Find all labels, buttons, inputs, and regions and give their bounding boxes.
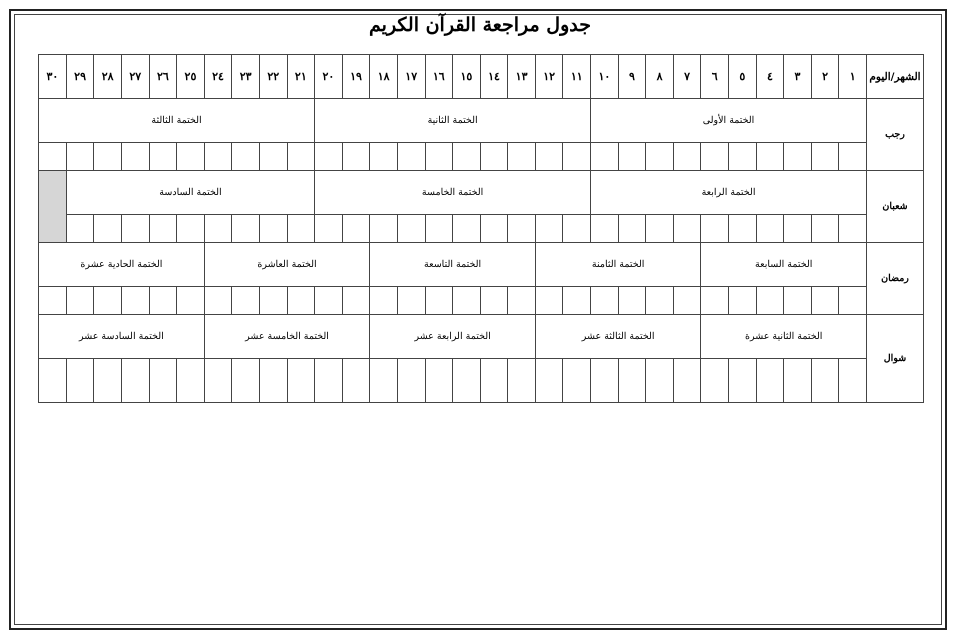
day-checkbox-cell[interactable] (397, 287, 425, 315)
day-header: ٢٩ (66, 55, 94, 99)
day-header: ١٧ (397, 55, 425, 99)
khatma-label: الختمة السادسة عشر (39, 315, 205, 359)
day-checkbox-cell[interactable] (535, 143, 563, 171)
day-header: ١٩ (342, 55, 370, 99)
day-checkbox-cell[interactable] (66, 215, 94, 243)
day-checkbox-cell[interactable] (756, 215, 784, 243)
day-checkbox-cell[interactable] (287, 215, 315, 243)
day-header: ٣ (784, 55, 812, 99)
day-checkbox-cell[interactable] (204, 359, 232, 403)
day-header: ٥ (729, 55, 757, 99)
day-checkbox-cell[interactable] (756, 143, 784, 171)
day-checkbox-cell[interactable] (729, 215, 757, 243)
day-checkbox-cell[interactable] (425, 215, 453, 243)
day-checkbox-cell[interactable] (121, 215, 149, 243)
day-header: ٢٨ (94, 55, 122, 99)
day-checkbox-cell[interactable] (370, 143, 398, 171)
day-checkbox-cell[interactable] (315, 287, 343, 315)
day-checkbox-cell[interactable] (701, 287, 729, 315)
day-checkbox-cell[interactable] (121, 143, 149, 171)
day-header: ١٥ (453, 55, 481, 99)
day-checkbox-cell[interactable] (729, 359, 757, 403)
day-checkbox-cell[interactable] (425, 287, 453, 315)
khatma-label: الختمة الثالثة (39, 99, 315, 143)
day-header: ١٠ (591, 55, 619, 99)
month-name: رجب (867, 99, 924, 171)
day-header: ٢ (811, 55, 839, 99)
day-cells-row (39, 215, 924, 243)
day-header: ٣٠ (39, 55, 67, 99)
day-checkbox-cell[interactable] (480, 287, 508, 315)
day-checkbox-cell[interactable] (342, 359, 370, 403)
day-checkbox-cell[interactable] (39, 359, 67, 403)
day-checkbox-cell[interactable] (535, 287, 563, 315)
day-checkbox-cell[interactable] (508, 143, 536, 171)
day-checkbox-cell[interactable] (315, 359, 343, 403)
khatma-label: الختمة الرابعة عشر (370, 315, 536, 359)
day-checkbox-cell[interactable] (535, 359, 563, 403)
day-checkbox-cell[interactable] (370, 215, 398, 243)
day-header: ١٢ (535, 55, 563, 99)
khatma-label: الختمة الثانية عشرة (701, 315, 867, 359)
day-checkbox-cell[interactable] (618, 287, 646, 315)
day-checkbox-cell[interactable] (646, 143, 674, 171)
month-name: رمضان (867, 243, 924, 315)
day-checkbox-cell[interactable] (232, 287, 260, 315)
day-checkbox-cell[interactable] (591, 215, 619, 243)
khatma-label: الختمة الرابعة (591, 171, 867, 215)
day-checkbox-cell[interactable] (204, 287, 232, 315)
day-checkbox-cell[interactable] (370, 359, 398, 403)
day-header: ٢٤ (204, 55, 232, 99)
day-checkbox-cell[interactable] (149, 215, 177, 243)
khatma-row (39, 243, 924, 287)
day-header: ٩ (618, 55, 646, 99)
day-checkbox-cell[interactable] (701, 143, 729, 171)
day-checkbox-cell[interactable] (425, 359, 453, 403)
day-header: ٨ (646, 55, 674, 99)
day-checkbox-cell[interactable] (177, 215, 205, 243)
day-header: ١٤ (480, 55, 508, 99)
day-checkbox-cell[interactable] (563, 215, 591, 243)
day-header: ٤ (756, 55, 784, 99)
day-checkbox-cell[interactable] (839, 359, 867, 403)
day-checkbox-cell[interactable] (646, 215, 674, 243)
day-header: ٦ (701, 55, 729, 99)
khatma-label: الختمة العاشرة (204, 243, 370, 287)
day-checkbox-cell[interactable] (121, 287, 149, 315)
day-checkbox-cell[interactable] (701, 359, 729, 403)
day-checkbox-cell[interactable] (618, 215, 646, 243)
day-checkbox-cell[interactable] (177, 359, 205, 403)
day-checkbox-cell[interactable] (618, 143, 646, 171)
day-checkbox-cell[interactable] (508, 287, 536, 315)
day-checkbox-cell[interactable] (673, 359, 701, 403)
day-checkbox-cell[interactable] (453, 287, 481, 315)
day-checkbox-cell[interactable] (121, 359, 149, 403)
day-header: ٢٠ (315, 55, 343, 99)
day-checkbox-cell[interactable] (259, 215, 287, 243)
day-checkbox-cell[interactable] (453, 359, 481, 403)
day-checkbox-cell[interactable] (591, 359, 619, 403)
day-header: ٢٣ (232, 55, 260, 99)
day-checkbox-cell[interactable] (480, 359, 508, 403)
day-checkbox-cell[interactable] (591, 143, 619, 171)
day-checkbox-cell[interactable] (591, 287, 619, 315)
day-checkbox-cell[interactable] (784, 359, 812, 403)
day-checkbox-cell[interactable] (756, 359, 784, 403)
day-checkbox-cell[interactable] (673, 287, 701, 315)
day-checkbox-cell[interactable] (453, 215, 481, 243)
day-checkbox-cell[interactable] (287, 359, 315, 403)
khatma-label: الختمة الخامسة عشر (204, 315, 370, 359)
day-checkbox-cell[interactable] (259, 287, 287, 315)
day-cells-row (39, 287, 924, 315)
day-checkbox-cell[interactable] (204, 143, 232, 171)
khatma-label: الختمة الخامسة (315, 171, 591, 215)
day-checkbox-cell[interactable] (204, 215, 232, 243)
day-header: ٢٢ (259, 55, 287, 99)
day-checkbox-cell[interactable] (66, 359, 94, 403)
day-header: ٢٦ (149, 55, 177, 99)
khatma-row (39, 99, 924, 143)
khatma-label: الختمة التاسعة (370, 243, 536, 287)
day-checkbox-cell[interactable] (342, 143, 370, 171)
review-schedule-table (38, 54, 924, 403)
day-checkbox-cell[interactable] (177, 287, 205, 315)
day-checkbox-cell[interactable] (232, 359, 260, 403)
day-checkbox-cell[interactable] (315, 143, 343, 171)
day-header: ٢١ (287, 55, 315, 99)
month-day-header: الشهر/اليوم (867, 55, 924, 99)
day-checkbox-cell[interactable] (563, 359, 591, 403)
day-checkbox-cell[interactable] (342, 287, 370, 315)
day-checkbox-cell[interactable] (177, 143, 205, 171)
day-checkbox-cell[interactable] (149, 359, 177, 403)
day-checkbox-cell[interactable] (508, 215, 536, 243)
day-checkbox-cell[interactable] (563, 287, 591, 315)
day-header: ١٣ (508, 55, 536, 99)
day-checkbox-cell[interactable] (287, 287, 315, 315)
day-checkbox-cell[interactable] (66, 143, 94, 171)
day-checkbox-cell[interactable] (149, 143, 177, 171)
day-checkbox-cell[interactable] (618, 359, 646, 403)
day-checkbox-cell[interactable] (701, 215, 729, 243)
day-checkbox-cell[interactable] (259, 143, 287, 171)
shaded-cell (39, 171, 67, 243)
day-checkbox-cell[interactable] (811, 143, 839, 171)
day-checkbox-cell[interactable] (756, 287, 784, 315)
day-checkbox-cell[interactable] (287, 143, 315, 171)
khatma-label: الختمة الثامنة (535, 243, 701, 287)
day-checkbox-cell[interactable] (535, 215, 563, 243)
day-checkbox-cell[interactable] (784, 287, 812, 315)
day-checkbox-cell[interactable] (397, 359, 425, 403)
day-checkbox-cell[interactable] (480, 215, 508, 243)
day-checkbox-cell[interactable] (646, 287, 674, 315)
day-checkbox-cell[interactable] (673, 143, 701, 171)
day-header: ٧ (673, 55, 701, 99)
day-checkbox-cell[interactable] (39, 143, 67, 171)
day-checkbox-cell[interactable] (563, 143, 591, 171)
day-checkbox-cell[interactable] (729, 287, 757, 315)
month-name: شوال (867, 315, 924, 403)
day-checkbox-cell[interactable] (94, 215, 122, 243)
day-checkbox-cell[interactable] (784, 215, 812, 243)
day-checkbox-cell[interactable] (811, 359, 839, 403)
day-checkbox-cell[interactable] (94, 143, 122, 171)
day-checkbox-cell[interactable] (839, 143, 867, 171)
day-checkbox-cell[interactable] (94, 359, 122, 403)
day-checkbox-cell[interactable] (811, 287, 839, 315)
day-checkbox-cell[interactable] (811, 215, 839, 243)
day-checkbox-cell[interactable] (508, 359, 536, 403)
page-title: جدول مراجعة القرآن الكريم (369, 14, 591, 36)
day-checkbox-cell[interactable] (425, 143, 453, 171)
day-header: ٢٥ (177, 55, 205, 99)
khatma-label: الختمة الثالثة عشر (535, 315, 701, 359)
day-checkbox-cell[interactable] (673, 215, 701, 243)
day-header: ٢٧ (121, 55, 149, 99)
day-checkbox-cell[interactable] (39, 287, 67, 315)
day-checkbox-cell[interactable] (839, 287, 867, 315)
khatma-row (39, 171, 924, 215)
day-checkbox-cell[interactable] (66, 287, 94, 315)
day-checkbox-cell[interactable] (480, 143, 508, 171)
khatma-label: الختمة السابعة (701, 243, 867, 287)
header-row (39, 55, 924, 99)
day-checkbox-cell[interactable] (315, 215, 343, 243)
khatma-label: الختمة الأولى (591, 99, 867, 143)
day-checkbox-cell[interactable] (342, 215, 370, 243)
day-checkbox-cell[interactable] (839, 215, 867, 243)
day-header: ١ (839, 55, 867, 99)
day-checkbox-cell[interactable] (232, 143, 260, 171)
day-checkbox-cell[interactable] (453, 143, 481, 171)
day-header: ١١ (563, 55, 591, 99)
day-checkbox-cell[interactable] (646, 359, 674, 403)
day-cells-row (39, 143, 924, 171)
khatma-label: الختمة الثانية (315, 99, 591, 143)
khatma-label: الختمة السادسة (66, 171, 314, 215)
day-header: ١٨ (370, 55, 398, 99)
day-checkbox-cell[interactable] (259, 359, 287, 403)
day-checkbox-cell[interactable] (370, 287, 398, 315)
day-checkbox-cell[interactable] (94, 287, 122, 315)
day-checkbox-cell[interactable] (784, 143, 812, 171)
day-cells-row (39, 359, 924, 403)
day-checkbox-cell[interactable] (397, 215, 425, 243)
day-checkbox-cell[interactable] (149, 287, 177, 315)
month-name: شعبان (867, 171, 924, 243)
day-checkbox-cell[interactable] (232, 215, 260, 243)
khatma-row (39, 315, 924, 359)
khatma-label: الختمة الحادية عشرة (39, 243, 205, 287)
day-checkbox-cell[interactable] (729, 143, 757, 171)
day-header: ١٦ (425, 55, 453, 99)
day-checkbox-cell[interactable] (397, 143, 425, 171)
